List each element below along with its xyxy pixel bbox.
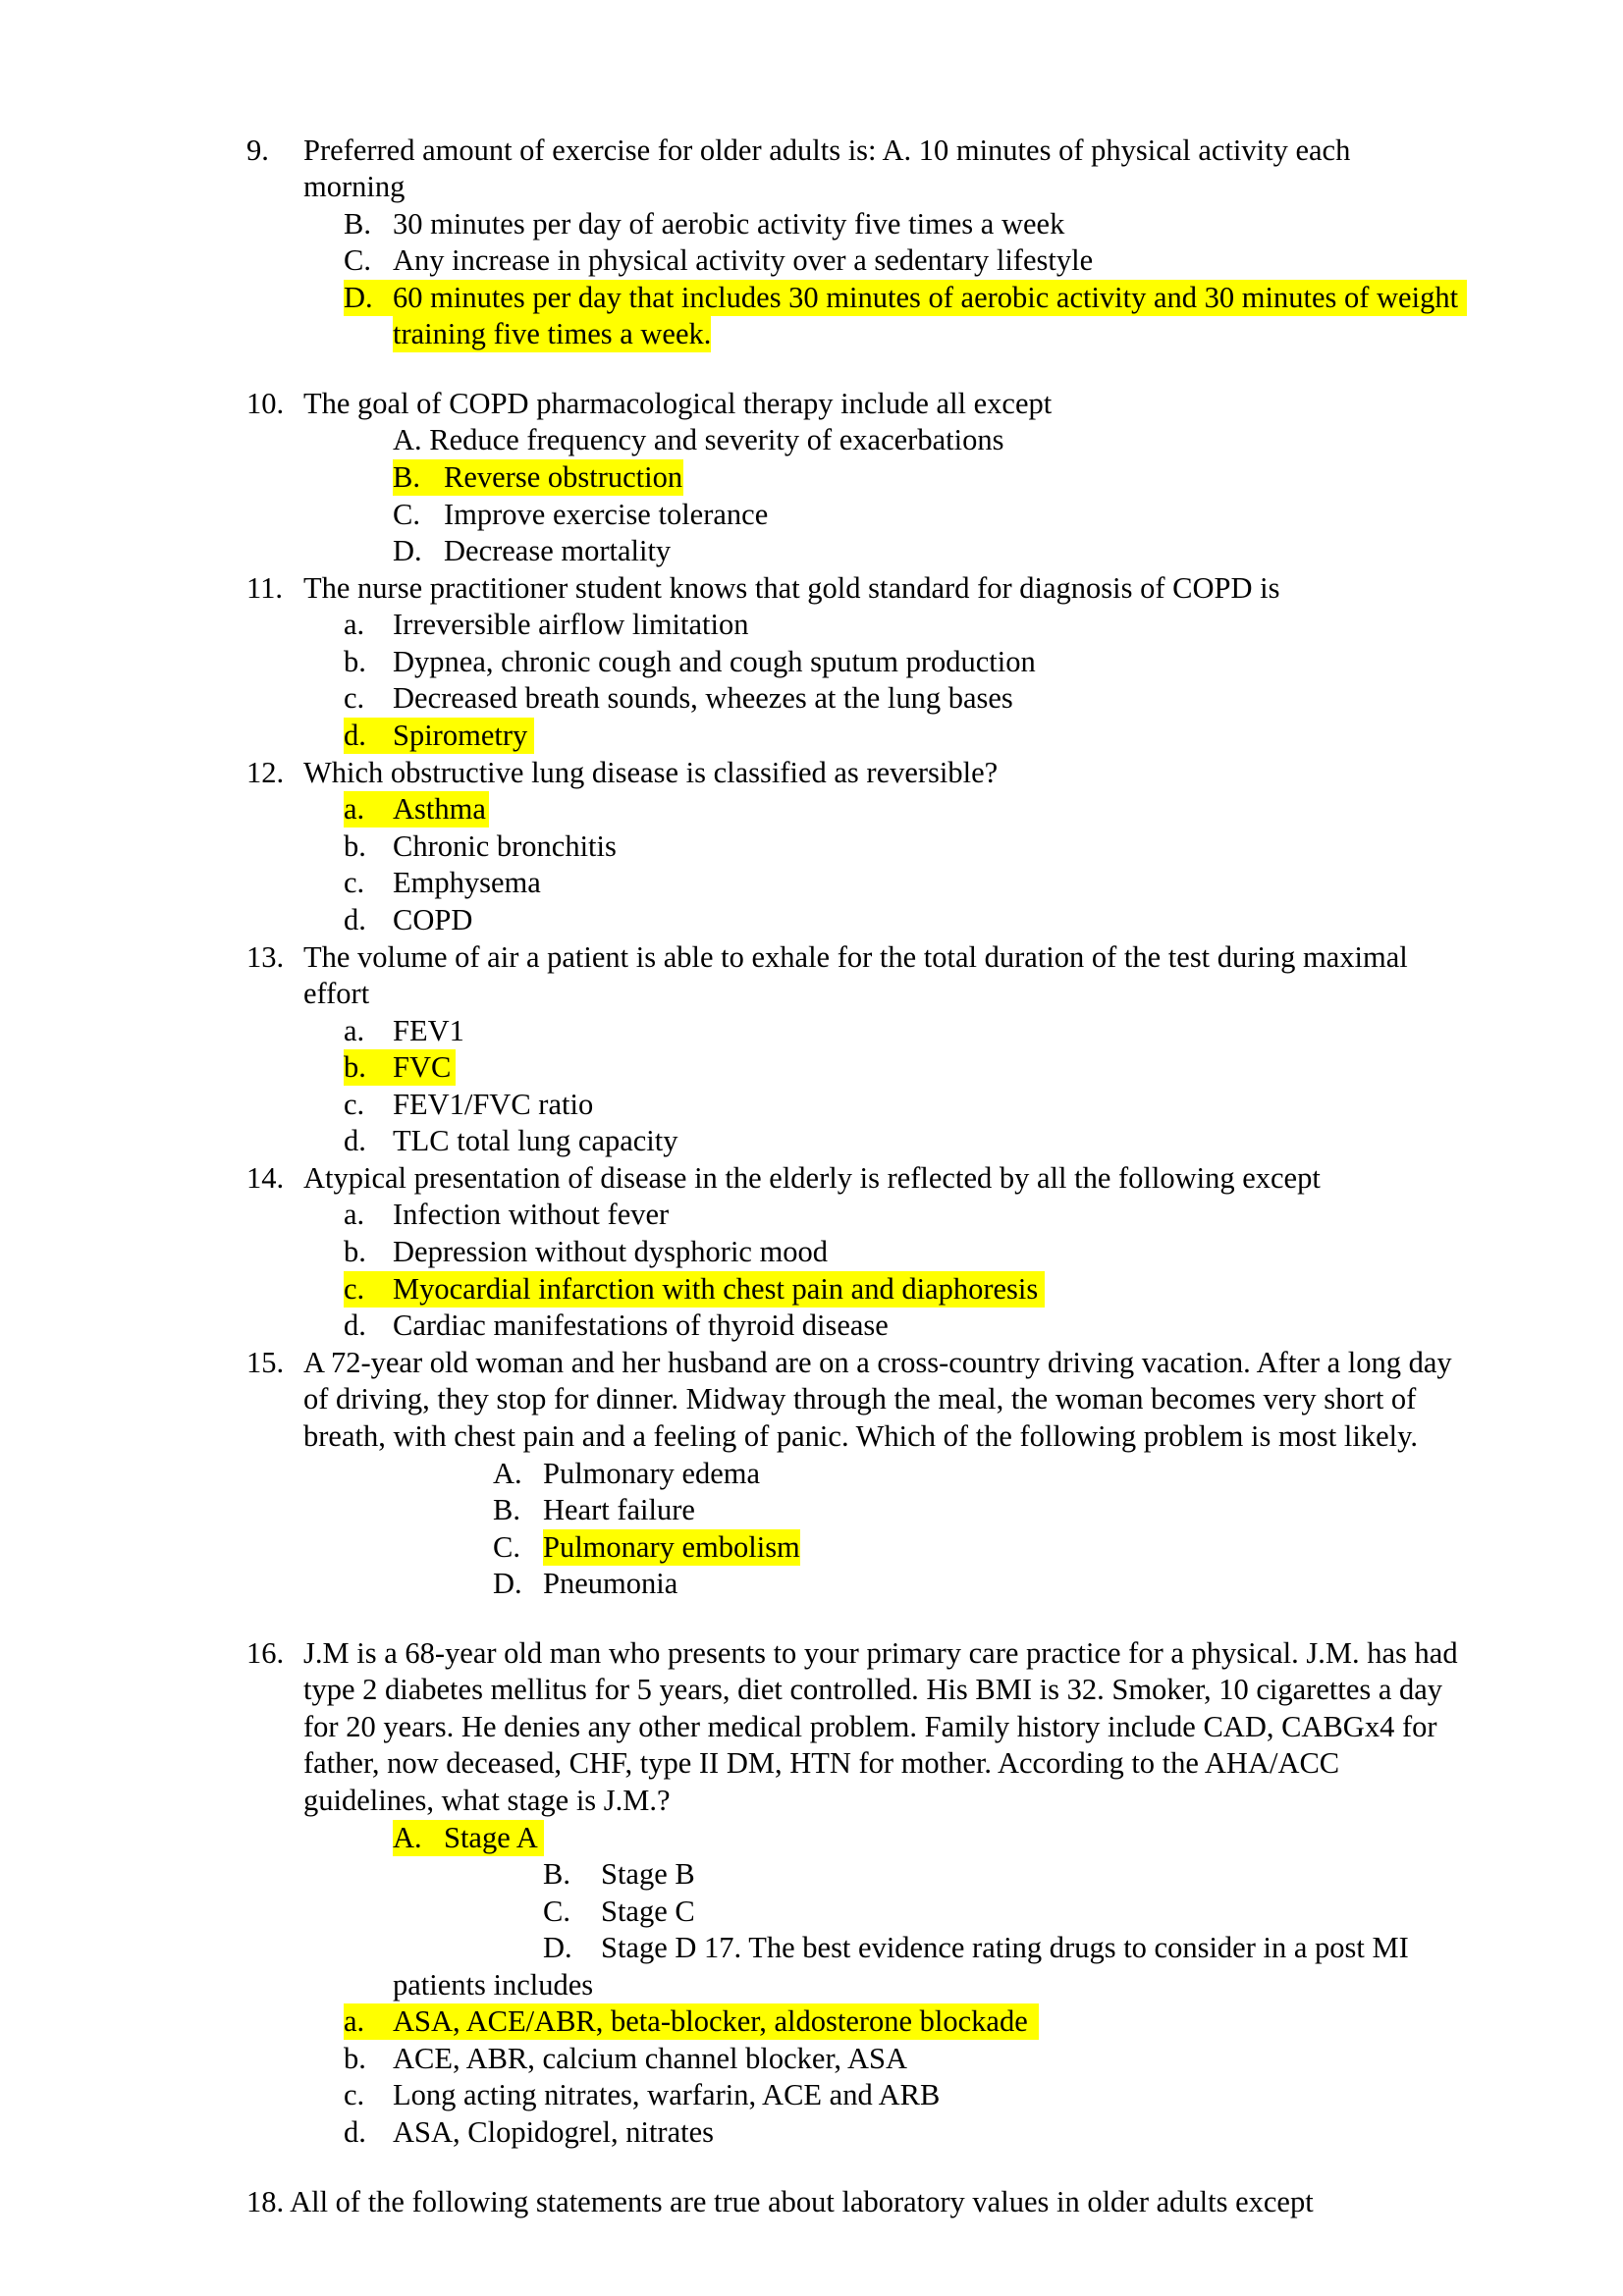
question-number: 14. xyxy=(246,1161,285,1195)
option-text: FEV1 xyxy=(393,1014,464,1047)
highlighted-answer xyxy=(344,1049,456,1086)
highlighted-answer xyxy=(393,459,683,496)
option-marker: B. xyxy=(543,1857,570,1891)
option-marker: D. xyxy=(543,1931,572,1964)
option-marker: A. xyxy=(493,1457,522,1490)
option-text: ACE, ABR, calcium channel blocker, ASA xyxy=(393,2042,907,2075)
question-number: 13. xyxy=(246,940,285,974)
option-marker: a. xyxy=(344,1014,365,1047)
question-stem-cont: guidelines, what stage is J.M.? xyxy=(303,1784,671,1817)
question-number: 16. xyxy=(246,1636,285,1670)
option-marker: b. xyxy=(344,1050,366,1084)
option-text: Pulmonary edema xyxy=(543,1457,761,1490)
option-text: Stage C xyxy=(601,1895,695,1928)
option-marker: B. xyxy=(344,207,371,240)
option-text: Chronic bronchitis xyxy=(393,829,617,863)
option-marker: c. xyxy=(344,681,365,715)
option-text: ASA, Clopidogrel, nitrates xyxy=(393,2115,714,2149)
option-marker: D. xyxy=(393,534,422,567)
question-stem-cont: morning xyxy=(303,170,406,203)
option-text: Any increase in physical activity over a sedentary lifestyle xyxy=(393,243,1094,277)
option-marker: d. xyxy=(344,719,366,752)
option-text: Spirometry xyxy=(393,719,528,752)
option-text: Reverse obstruction xyxy=(444,460,683,494)
option-text: Myocardial infarction with chest pain and diaphoresis xyxy=(393,1272,1039,1306)
option-text: FVC xyxy=(393,1050,452,1084)
option-marker: c. xyxy=(344,2078,365,2111)
option-text: A. Reduce frequency and severity of exacerbations xyxy=(393,423,1004,456)
question-number: 10. xyxy=(246,387,285,420)
option-text: COPD xyxy=(393,903,473,936)
option-text: Pneumonia xyxy=(543,1567,678,1600)
option-text: FEV1/FVC ratio xyxy=(393,1088,594,1121)
option-marker: C. xyxy=(393,498,420,531)
question-stem: The volume of air a patient is able to exhale for the total duration of the test during maximal xyxy=(303,940,1408,974)
option-marker: C. xyxy=(344,243,371,277)
option-marker: C. xyxy=(493,1530,520,1564)
option-text: Infection without fever xyxy=(393,1198,670,1231)
option-text: Asthma xyxy=(393,792,486,826)
option-marker: B. xyxy=(493,1493,520,1526)
option-text: Irreversible airflow limitation xyxy=(393,608,749,641)
question-number: 15. xyxy=(246,1346,285,1379)
question-stem-cont: breath, with chest pain and a feeling of panic. Which of the following problem is most likely. xyxy=(303,1419,1418,1453)
option-marker: d. xyxy=(344,1124,366,1157)
highlighted-answer xyxy=(344,280,1467,316)
highlighted-answer xyxy=(344,791,489,828)
option-text: Long acting nitrates, warfarin, ACE and ARB xyxy=(393,2078,941,2111)
option-marker: c. xyxy=(344,866,365,899)
highlighted-answer: Pulmonary embolism xyxy=(543,1530,800,1564)
question-stem: Preferred amount of exercise for older adults is: A. 10 minutes of physical activity each xyxy=(303,133,1351,167)
option-marker: D. xyxy=(493,1567,522,1600)
option-marker: d. xyxy=(344,903,366,936)
highlighted-answer xyxy=(344,718,534,754)
question-stem-cont: of driving, they stop for dinner. Midway through the meal, the woman becomes very short of xyxy=(303,1382,1417,1415)
option-marker: b. xyxy=(344,645,366,678)
option-text: Cardiac manifestations of thyroid disease xyxy=(393,1308,889,1342)
question-stem: 18. All of the following statements are true about laboratory values in older adults except xyxy=(246,2185,1314,2218)
option-text: TLC total lung capacity xyxy=(393,1124,678,1157)
option-text: Improve exercise tolerance xyxy=(444,498,769,531)
option-text: Decrease mortality xyxy=(444,534,672,567)
question-number: 11. xyxy=(246,571,283,605)
option-text: Heart failure xyxy=(543,1493,695,1526)
option-marker: c. xyxy=(344,1088,365,1121)
option-text: Stage A xyxy=(444,1821,538,1854)
option-text: Stage B xyxy=(601,1857,695,1891)
option-marker: D. xyxy=(344,281,373,314)
question-stem-cont: for 20 years. He denies any other medical problem. Family history include CAD, CABGx4 for xyxy=(303,1710,1437,1743)
option-marker: b. xyxy=(344,2042,366,2075)
question-stem-cont: father, now deceased, CHF, type II DM, HTN for mother. According to the AHA/ACC xyxy=(303,1746,1340,1780)
highlighted-answer xyxy=(393,1820,544,1856)
option-text: Decreased breath sounds, wheezes at the lung bases xyxy=(393,681,1013,715)
option-marker: d. xyxy=(344,1308,366,1342)
question-stem: The goal of COPD pharmacological therapy include all except xyxy=(303,387,1053,420)
option-marker: d. xyxy=(344,2115,366,2149)
option-marker: B. xyxy=(393,460,420,494)
question-stem-cont: type 2 diabetes mellitus for 5 years, diet controlled. His BMI is 32. Smoker, 10 cigarettes a day xyxy=(303,1673,1443,1706)
highlighted-answer-cont: training five times a week. xyxy=(393,317,712,350)
option-marker: b. xyxy=(344,829,366,863)
highlighted-answer xyxy=(344,2003,1039,2040)
question-stem-cont: effort xyxy=(303,977,370,1010)
option-marker: a. xyxy=(344,1198,365,1231)
option-text: 60 minutes per day that includes 30 minutes of aerobic activity and 30 minutes of weight xyxy=(393,281,1459,314)
highlighted-answer xyxy=(344,1271,1045,1308)
question-stem: A 72-year old woman and her husband are on a cross-country driving vacation. After a long day xyxy=(303,1346,1452,1379)
option-marker: C. xyxy=(543,1895,570,1928)
option-marker: a. xyxy=(344,2004,365,2038)
option-text: Dypnea, chronic cough and cough sputum production xyxy=(393,645,1036,678)
question-stem-cont: patients includes xyxy=(393,1968,594,2002)
question-number: 12. xyxy=(246,756,285,789)
option-marker: c. xyxy=(344,1272,365,1306)
option-text: Stage D 17. The best evidence rating drugs to consider in a post MI xyxy=(601,1931,1409,1964)
option-text: Emphysema xyxy=(393,866,541,899)
question-stem: Atypical presentation of disease in the elderly is reflected by all the following except xyxy=(303,1161,1321,1195)
question-stem: The nurse practitioner student knows that gold standard for diagnosis of COPD is xyxy=(303,571,1280,605)
question-stem: J.M is a 68-year old man who presents to your primary care practice for a physical. J.M. has had xyxy=(303,1636,1458,1670)
option-marker: b. xyxy=(344,1235,366,1268)
question-number: 9. xyxy=(246,133,269,167)
question-stem: Which obstructive lung disease is classified as reversible? xyxy=(303,756,999,789)
option-marker: a. xyxy=(344,608,365,641)
option-text: ASA, ACE/ABR, beta-blocker, aldosterone blockade xyxy=(393,2004,1028,2038)
option-text: Depression without dysphoric mood xyxy=(393,1235,829,1268)
option-text: 30 minutes per day of aerobic activity five times a week xyxy=(393,207,1065,240)
option-marker: a. xyxy=(344,792,365,826)
option-marker: A. xyxy=(393,1821,422,1854)
